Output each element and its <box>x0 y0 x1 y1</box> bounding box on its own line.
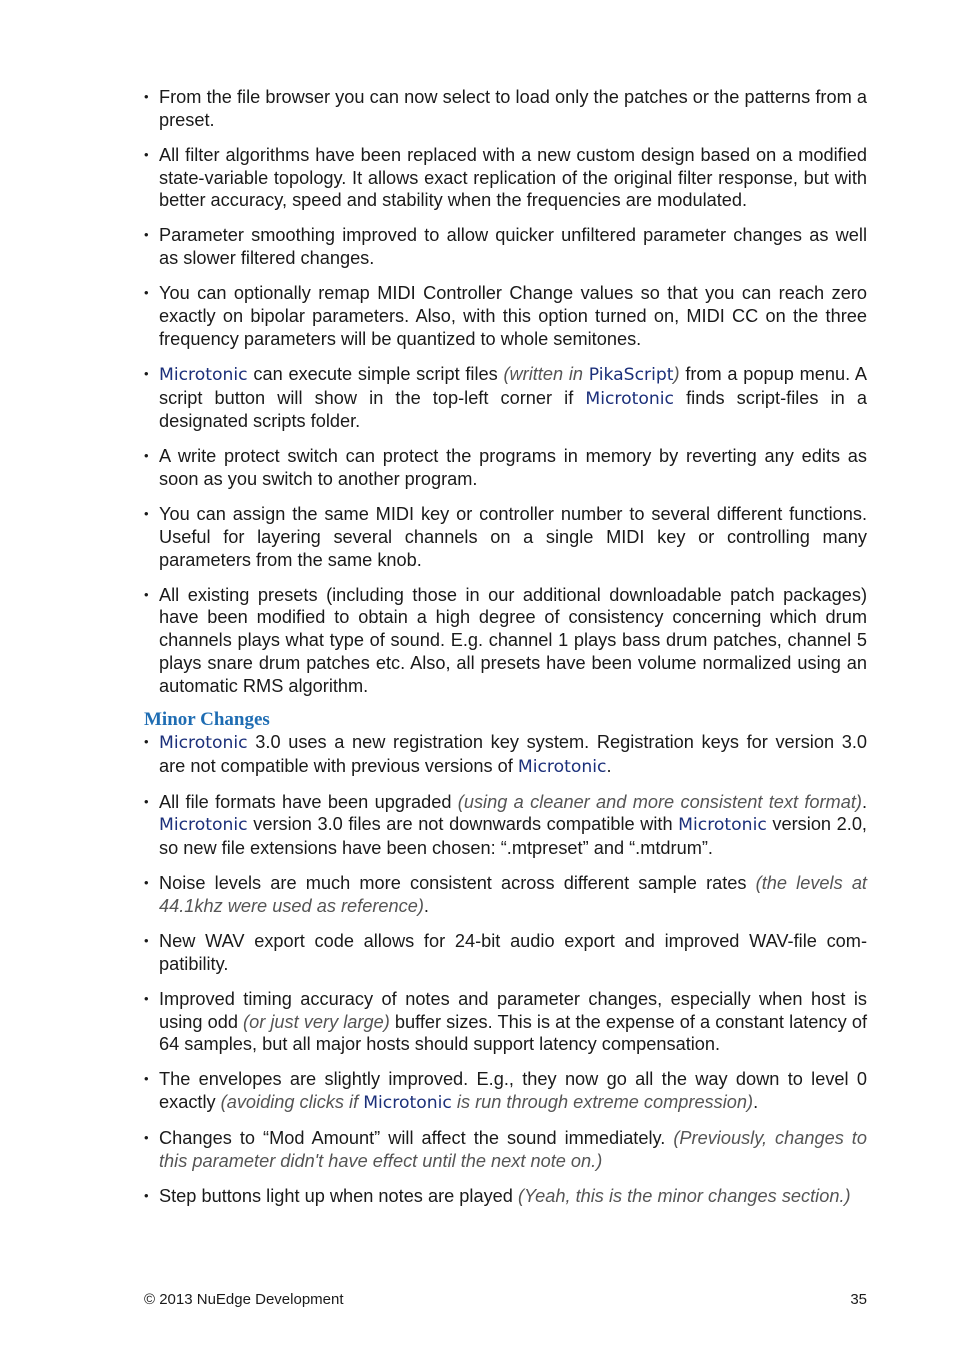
item-text: version 3.0 files are not downwards compatible with <box>247 814 679 835</box>
item-text: . <box>861 791 867 812</box>
list-item <box>144 1068 867 1115</box>
item-text: You can optionally remap MIDI Controller Change values so that you can reach zero exactly on bipolar parameters. Also, with this option turned on, MIDI CC on the three frequency parameters will be quantized to whole semitones. <box>159 283 867 349</box>
item-text: Improved timing accuracy of notes and parameter changes, especially when host is using odd <box>159 988 867 1032</box>
page-content <box>144 86 867 1220</box>
brand-name: Microtonic <box>678 815 767 836</box>
list-item <box>144 503 867 571</box>
list-item <box>144 731 867 779</box>
list-item <box>144 584 867 698</box>
list-item <box>144 224 867 270</box>
item-text: All filter algorithms have been replaced with a new custom design based on a modified state-variable topology. It allows exact replication of the original filter response, but with better accuracy, speed and stability when the frequencies are modulated. <box>159 144 867 211</box>
item-text: . <box>606 755 612 776</box>
item-text: Parameter smoothing improved to allow quicker unfiltered parameter changes as well as slower filtered changes. <box>159 225 867 269</box>
item-text: All file formats have been upgraded <box>159 791 458 812</box>
list-item <box>144 930 867 976</box>
section-heading-minor-changes: Minor Changes <box>144 708 270 730</box>
item-aside: ) <box>673 363 680 384</box>
item-text: . <box>753 1092 759 1113</box>
item-aside: (written in <box>503 363 589 384</box>
item-aside: is run through extreme compression) <box>451 1092 754 1113</box>
item-text: Noise levels are much more consistent across different sample rates <box>159 873 756 894</box>
list-item <box>144 282 867 350</box>
item-aside: (the levels at 44.1khz were used as reference) <box>159 873 867 916</box>
item-text: . <box>423 895 429 916</box>
footer-page-number: 35 <box>850 1291 867 1308</box>
list-item <box>144 445 867 491</box>
list-item <box>144 1127 867 1173</box>
item-aside: (using a cleaner and more consistent text format) <box>457 791 862 812</box>
brand-name: Microtonic <box>159 815 248 836</box>
item-text: From the file browser you can now select to load only the patches or the patterns from a preset. <box>159 87 867 130</box>
minor-changes-list <box>144 731 867 1208</box>
list-item <box>144 988 867 1056</box>
item-text: buffer sizes. This is at the expense of a constant latency of 64 samples, but all major hosts should support latency compensation. <box>159 1011 867 1055</box>
script-language-name: PikaScript <box>588 364 674 385</box>
list-item <box>144 363 867 433</box>
major-changes-list <box>144 86 867 698</box>
item-text: Changes to “Mod Amount” will affect the sound immediately. <box>159 1128 674 1149</box>
item-aside: (Yeah, this is the minor changes section.) <box>517 1185 851 1206</box>
item-text: You can assign the same MIDI key or controller number to several different functions. Useful for layering several channels on a single MIDI key or controlling many parameters from the same knob. <box>159 504 867 570</box>
item-text: version 2.0, so new file extensions have been chosen: “.mtpreset” and “.mtdrum”. <box>159 814 867 859</box>
item-text: The envelopes are slightly improved. E.g., they now go all the way down to level 0 exactly <box>159 1069 867 1113</box>
item-aside: (Previously, changes to this parameter didn't have effect until the next note on.) <box>159 1128 867 1171</box>
item-text: New WAV export code allows for 24-bit audio export and improved WAV-file compatibility. <box>159 930 867 974</box>
list-item <box>144 86 867 132</box>
list-item <box>144 1185 867 1208</box>
item-text: from a popup menu. A script button will show in the top-left corner if <box>159 363 868 408</box>
item-text: A write protect switch can protect the programs in memory by reverting any edits as soon as you switch to another program. <box>159 446 867 490</box>
brand-name: Microtonic <box>159 364 248 385</box>
item-text: finds script-files in a designated scripts folder. <box>159 387 867 432</box>
brand-name: Microtonic <box>517 756 607 777</box>
item-aside: (avoiding clicks if <box>220 1092 364 1113</box>
list-item <box>144 872 867 918</box>
list-item <box>144 144 867 212</box>
item-aside: (or just very large) <box>243 1011 390 1032</box>
brand-name: Microtonic <box>159 732 248 753</box>
brand-name: Microtonic <box>363 1093 452 1114</box>
item-text: 3.0 uses a new registration key system. Registration keys for version 3.0 are not compatible with previous versions of <box>159 731 867 776</box>
brand-name: Microtonic <box>585 388 675 409</box>
item-text: can execute simple script files <box>247 363 504 384</box>
footer-copyright: © 2013 NuEdge Development <box>144 1291 344 1308</box>
list-item <box>144 791 867 860</box>
item-text: All existing presets (including those in our additional downloadable patch packages) have been modified to obtain a high degree of consistency concerning which drum channels plays what type of sound. E.g. channel 1 plays bass drum patches, channel 5 plays snare drum patches etc. Also, all presets have been volume normalized using an automatic RMS algorithm. <box>159 584 867 696</box>
item-text: Step buttons light up when notes are played <box>159 1185 518 1206</box>
